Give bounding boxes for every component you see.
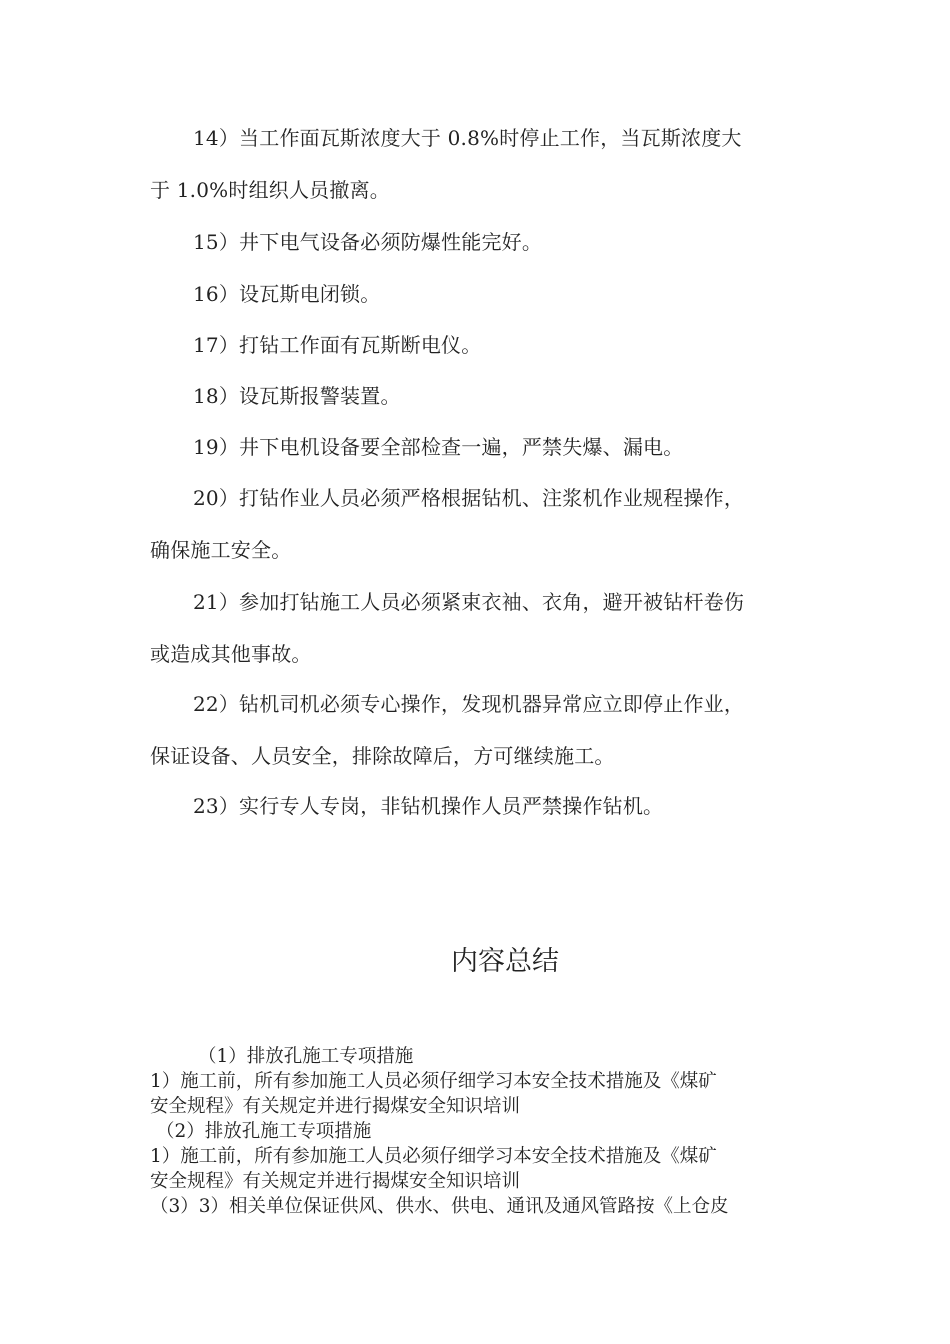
rule-item-22 [150, 678, 800, 782]
summary-line: （1）排放孔施工专项措施 [198, 1046, 414, 1067]
rule-item-15 [150, 216, 800, 268]
rule-line: 14）当工作面瓦斯浓度大于 0.8%时停止工作，当瓦斯浓度大 [193, 126, 742, 150]
rule-line: 22）钻机司机必须专心操作，发现机器异常应立即停止作业， [193, 692, 745, 716]
summary-title: 内容总结 [451, 946, 559, 977]
summary-line: （2）排放孔施工专项措施 [156, 1121, 372, 1142]
rule-line: 15）井下电气设备必须防爆性能完好。 [193, 230, 543, 254]
summary-line: 安全规程》有关规定并进行揭煤安全知识培训 [150, 1096, 521, 1117]
rule-line: 20）打钻作业人员必须严格根据钻机、注浆机作业规程操作， [193, 486, 745, 510]
rule-line: 18）设瓦斯报警装置。 [193, 384, 401, 408]
rule-line: 16）设瓦斯电闭锁。 [193, 282, 381, 306]
rule-line: 17）打钻工作面有瓦斯断电仪。 [193, 333, 482, 357]
rule-line: 21）参加打钻施工人员必须紧束衣袖、衣角，避开被钻杆卷伤 [193, 590, 745, 614]
summary-block [150, 1044, 810, 1219]
rule-line: 确保施工安全。 [150, 538, 292, 562]
summary-line: （3）3）相关单位保证供风、供水、供电、通讯及通风管路按《上仓皮 [150, 1196, 729, 1217]
rule-line: 或造成其他事故。 [150, 642, 312, 666]
summary-line: 安全规程》有关规定并进行揭煤安全知识培训 [150, 1171, 521, 1192]
summary-line: 1）施工前，所有参加施工人员必须仔细学习本安全技术措施及《煤矿 [150, 1071, 717, 1092]
rule-item-17 [150, 319, 800, 371]
rule-item-16 [150, 268, 800, 320]
rule-item-18 [150, 370, 800, 422]
rule-item-20 [150, 472, 800, 576]
rule-line: 23）实行专人专岗，非钻机操作人员严禁操作钻机。 [193, 794, 664, 818]
rule-item-23 [150, 780, 800, 832]
rule-item-21 [150, 576, 800, 680]
rule-item-14 [150, 112, 800, 216]
summary-line: 1）施工前，所有参加施工人员必须仔细学习本安全技术措施及《煤矿 [150, 1146, 717, 1167]
rule-line: 保证设备、人员安全，排除故障后，方可继续施工。 [150, 744, 615, 768]
rule-line: 19）井下电机设备要全部检查一遍，严禁失爆、漏电。 [193, 435, 684, 459]
rule-line: 于 1.0%时组织人员撤离。 [150, 178, 390, 202]
rule-item-19 [150, 421, 800, 473]
